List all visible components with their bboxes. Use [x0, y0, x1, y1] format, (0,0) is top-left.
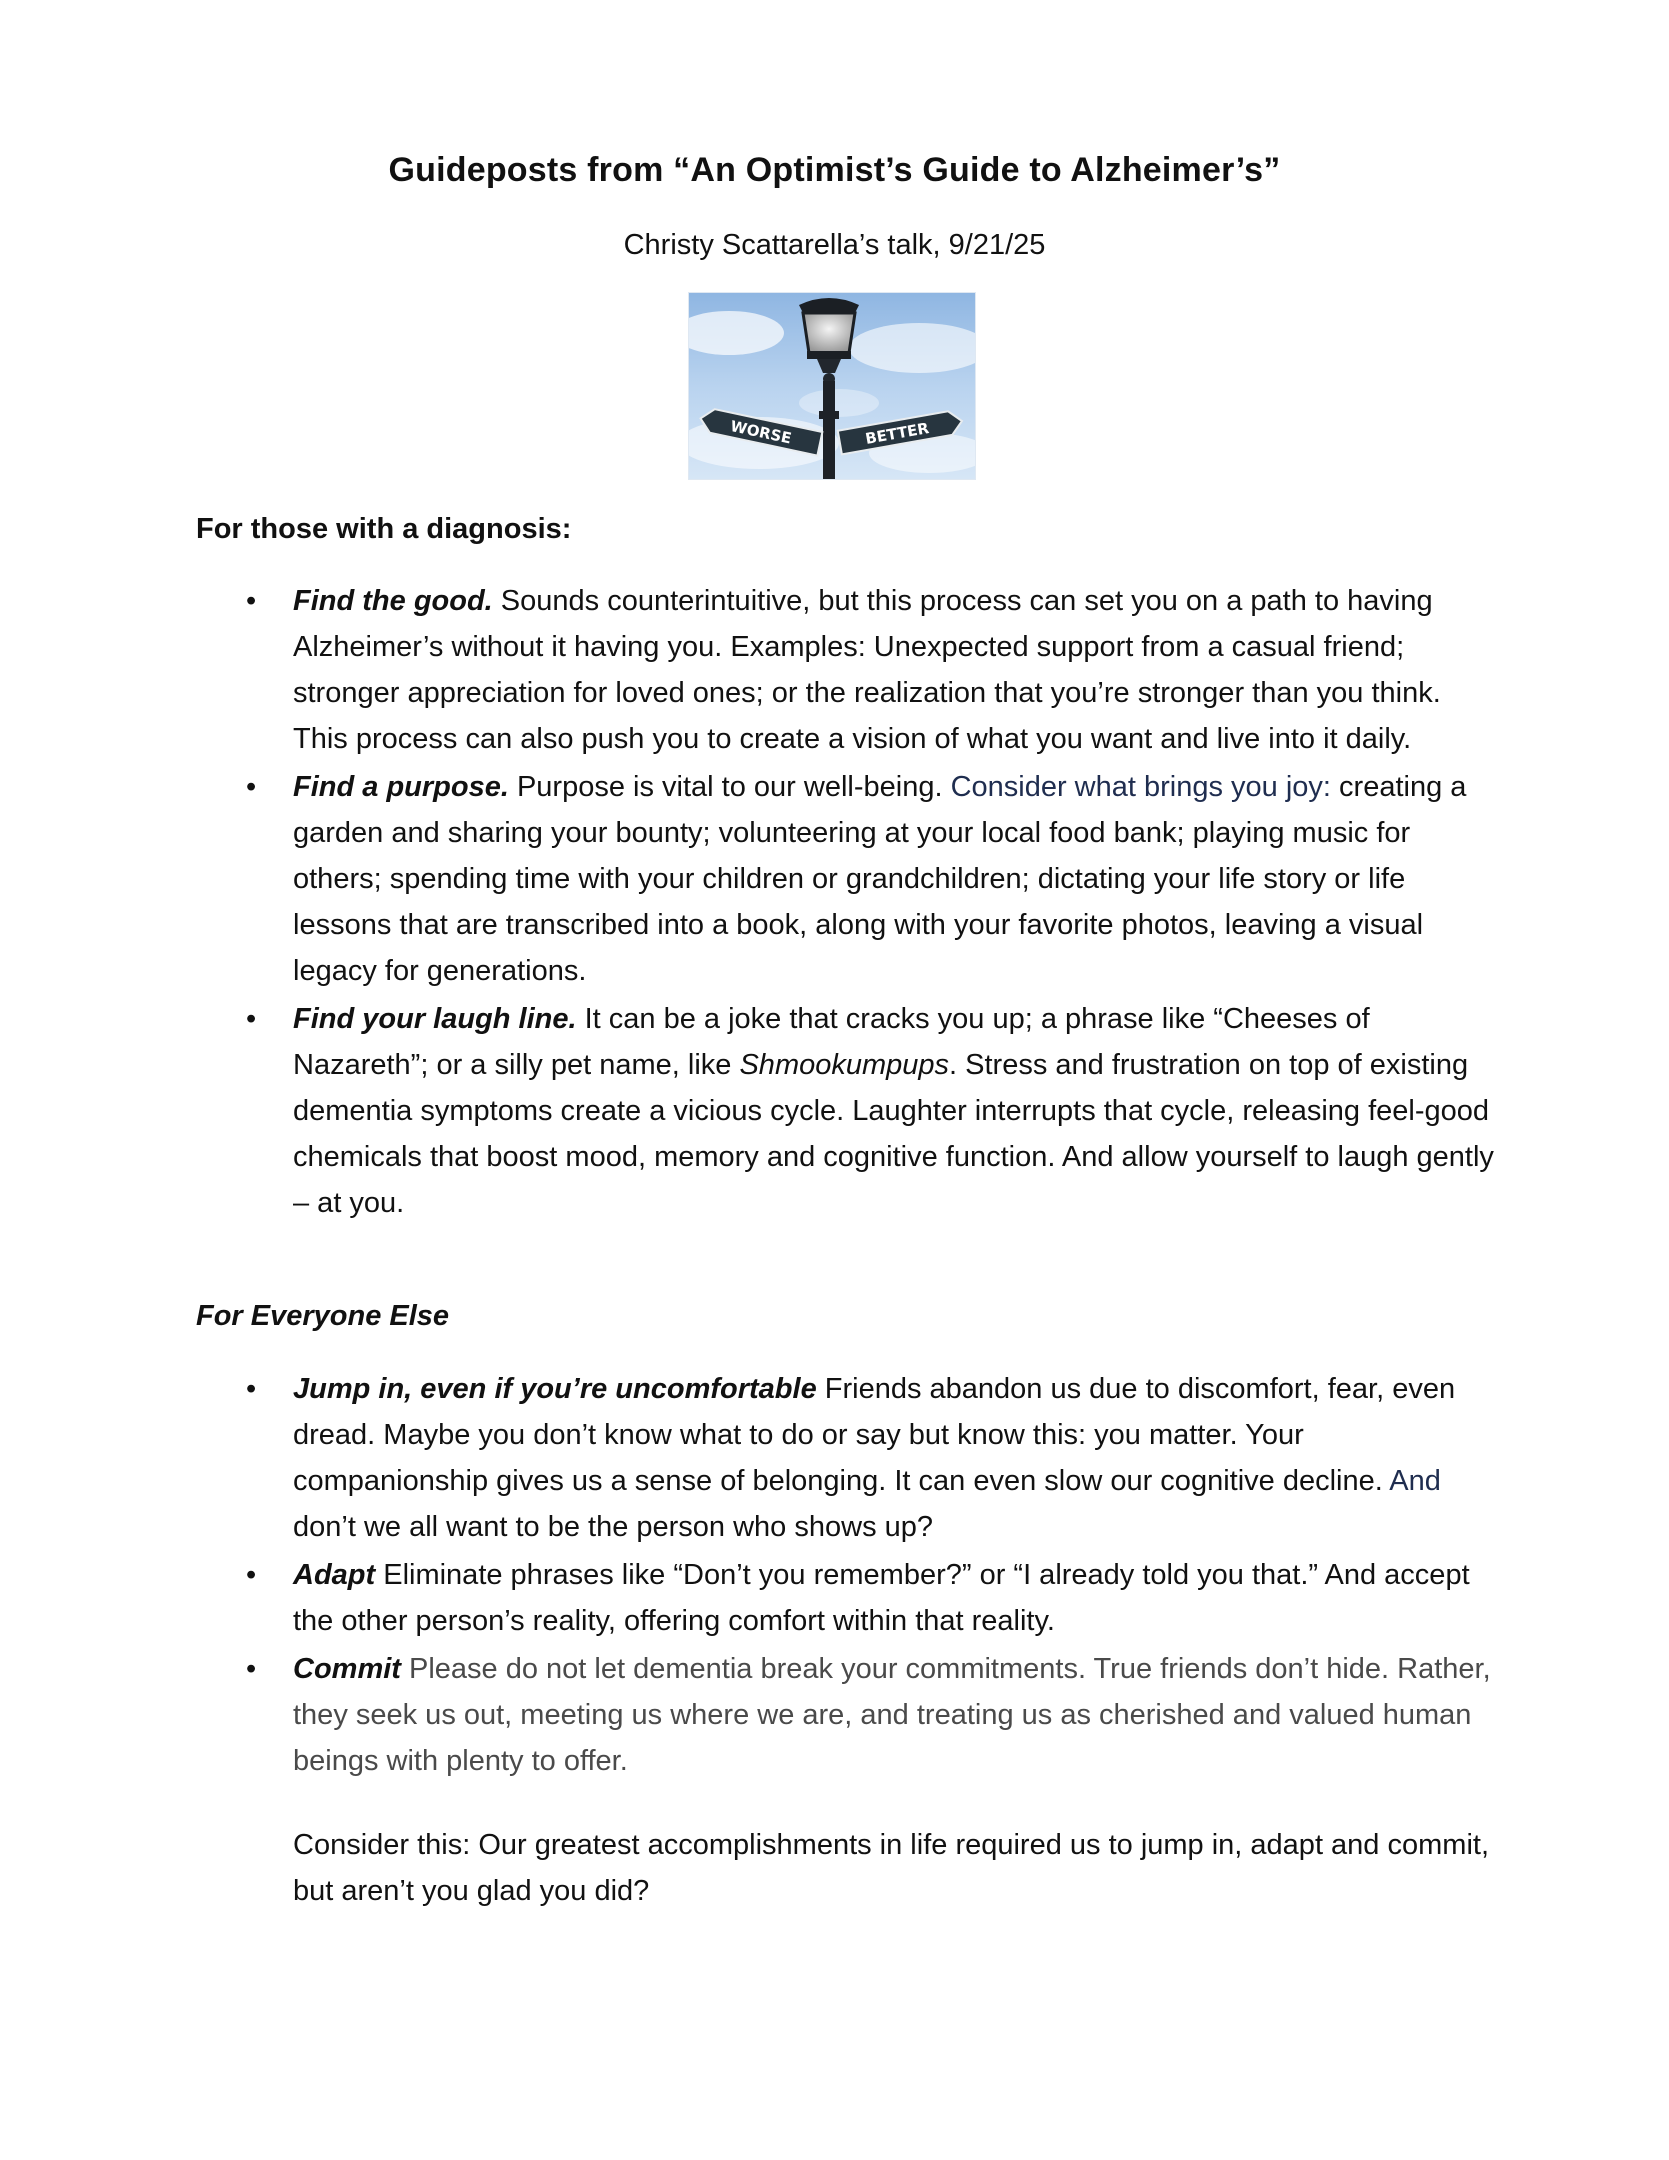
- item-lead: Find your laugh line.: [293, 1003, 577, 1035]
- closing-paragraph: Consider this: Our greatest accomplishments in life required us to jump in, adapt and commit, but aren’t you glad you did?: [293, 1829, 1489, 1907]
- sign-right-label: BETTER: [863, 419, 931, 448]
- item-lead: Adapt: [293, 1559, 376, 1591]
- diagnosis-list: [196, 578, 1496, 1228]
- item-text: Eliminate phrases like “Don’t you remember?” or “I already told you that.” And accept the other person’s reality, offering comfort within that reality.: [293, 1559, 1470, 1637]
- bullet-icon: •: [246, 1653, 257, 1685]
- item-text: Friends abandon us due to discomfort, fear, even dread. Maybe you don’t know what to do or say but know this: you matter. Your companionship gives us a sense of belonging. It can even slow our cognitive decline.: [293, 1373, 1456, 1497]
- bullet-icon: •: [246, 1559, 257, 1591]
- item-lead: Find the good.: [293, 585, 493, 617]
- item-text-cont: . Stress and frustration on top of existing dementia symptoms create a vicious cycle. Laughter interrupts that cycle, releasing feel-good chemicals that boost mood, memory and cognitive function. And allow yourself to laugh gently – at you.: [293, 1049, 1494, 1219]
- item-text-cont: don’t we all want to be the person who shows up?: [293, 1511, 934, 1543]
- item-highlight: And: [1389, 1465, 1441, 1497]
- bullet-icon: •: [246, 1373, 257, 1405]
- everyone-else-list: [196, 1366, 1496, 1786]
- bullet-icon: •: [246, 585, 257, 617]
- list-item: [196, 578, 1496, 762]
- item-emphasis: Shmookumpups: [739, 1049, 950, 1081]
- document-title: Guideposts from “An Optimist’s Guide to Alzheimer’s”: [388, 151, 1281, 189]
- item-lead: Commit: [293, 1653, 401, 1685]
- section-heading-diagnosis: For those with a diagnosis:: [196, 513, 572, 545]
- signpost-illustration: [689, 293, 975, 479]
- section-heading-everyone-else: For Everyone Else: [196, 1300, 450, 1332]
- item-highlight: Consider what brings you joy:: [950, 771, 1331, 803]
- item-text: Purpose is vital to our well-being.: [508, 771, 951, 803]
- list-item: [196, 996, 1496, 1226]
- bullet-icon: •: [246, 771, 257, 803]
- item-text-cont: creating a garden and sharing your bounty; volunteering at your local food bank; playing music for others; spending time with your children or grandchildren; dictating your life story or life lessons that are transcribed into a book, along with your favorite photos, leaving a visual legacy for generations.: [293, 771, 1467, 987]
- document-subtitle: Christy Scattarella’s talk, 9/21/25: [623, 229, 1046, 261]
- list-item: [196, 1552, 1496, 1644]
- list-item: [196, 1366, 1496, 1550]
- item-text: It can be a joke that cracks you up; a phrase like “Cheeses of Nazareth”; or a silly pet name, like: [293, 1003, 1370, 1081]
- item-text: Please do not let dementia break your commitments. True friends don’t hide. Rather, they seek us out, meeting us where we are, and treating us as cherished and valued human beings with plenty to offer.: [293, 1653, 1491, 1777]
- item-lead: Find a purpose.: [293, 771, 509, 803]
- sign-left-label: WORSE: [728, 417, 794, 448]
- list-item: [196, 764, 1496, 994]
- list-item: [196, 1646, 1496, 1784]
- signpost-image: [688, 292, 976, 480]
- item-lead: Jump in, even if you’re uncomfortable: [293, 1373, 817, 1405]
- item-text: Sounds counterintuitive, but this process can set you on a path to having Alzheimer’s without it having you. Examples: Unexpected support from a casual friend; stronger appreciation for loved ones; or the realization that you’re stronger than you think. This process can also push you to create a vision of what you want and live into it daily.: [293, 585, 1441, 755]
- bullet-icon: •: [246, 1003, 257, 1035]
